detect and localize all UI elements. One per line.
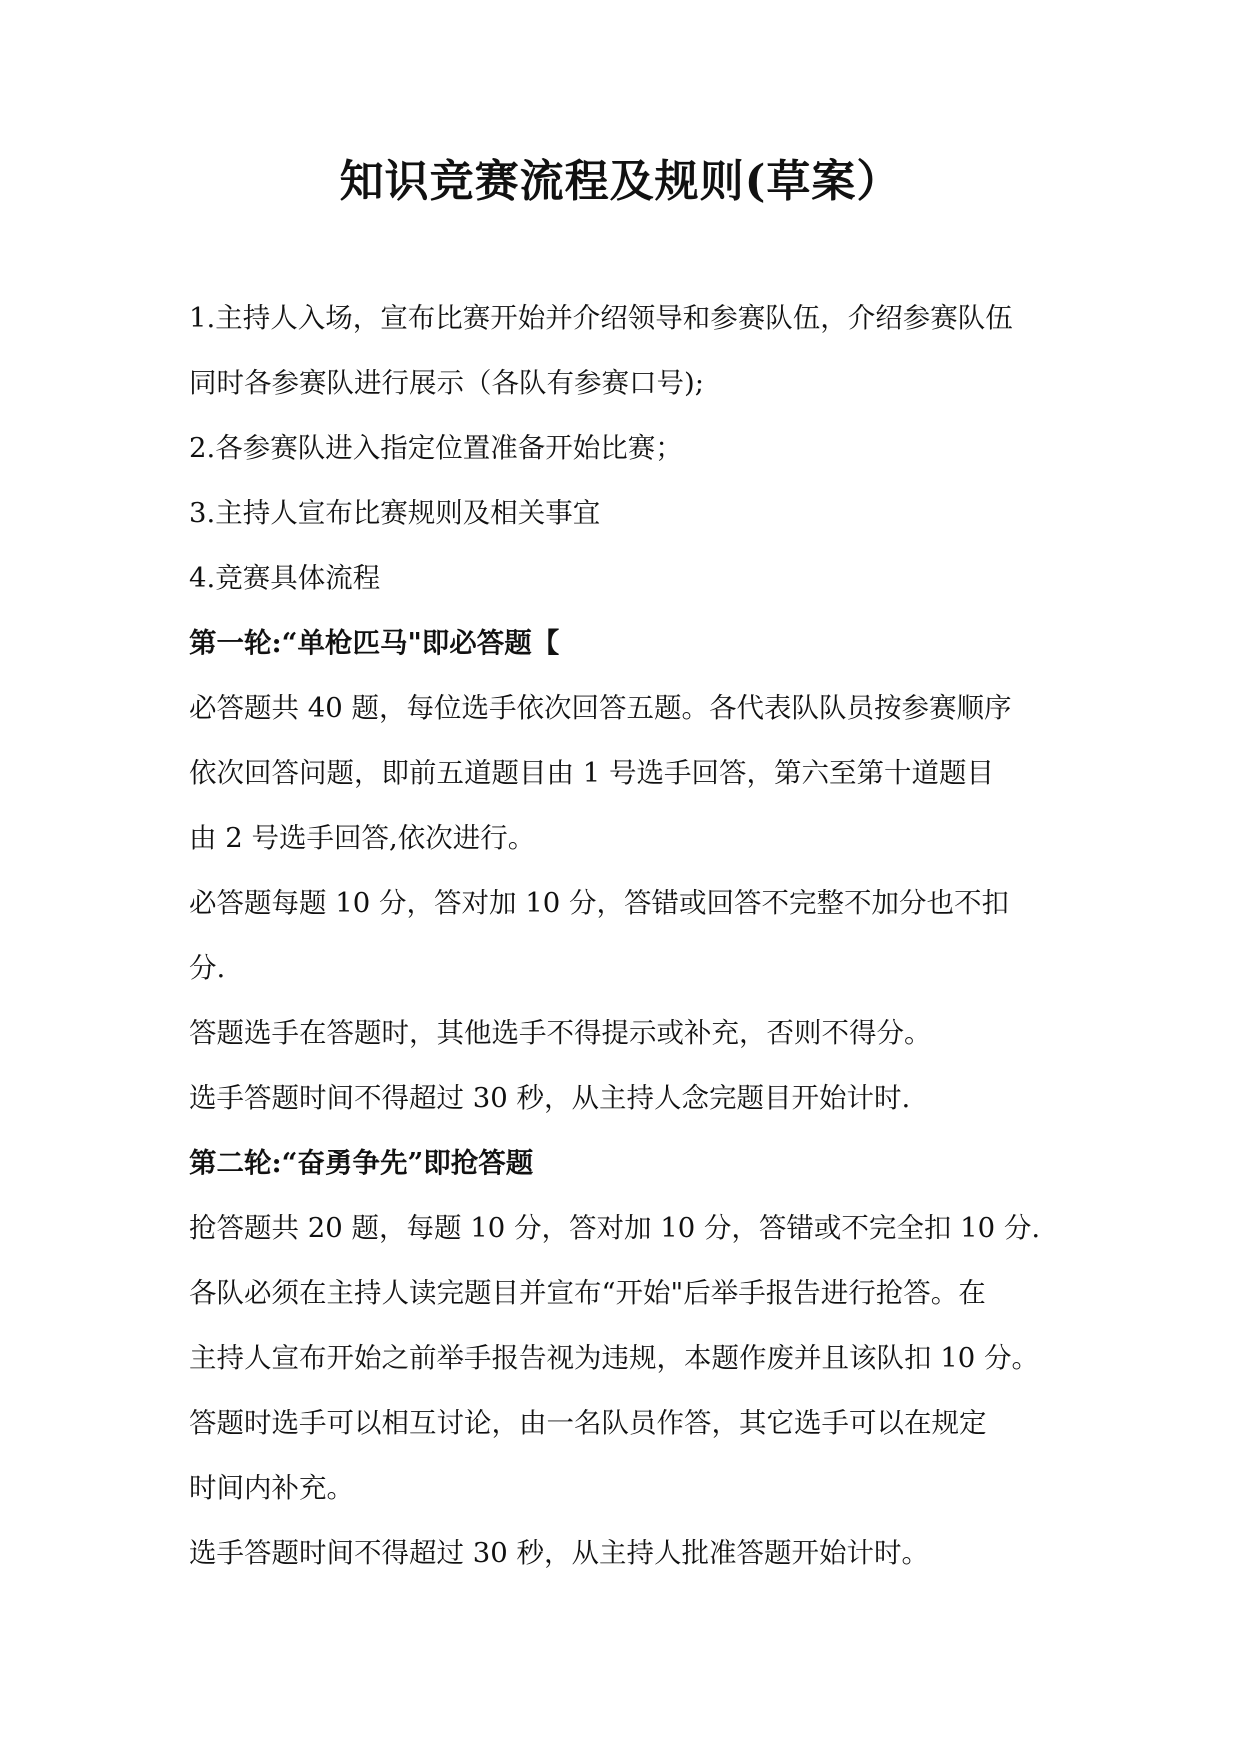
text-line: 由 2 号选手回答,依次进行。	[189, 822, 536, 854]
text-line: 3.主持人宣布比赛规则及相关事宜	[189, 497, 601, 529]
text-line: 1.主持人入场，宣布比赛开始并介绍领导和参赛队伍，介绍参赛队伍	[189, 302, 1013, 334]
text-line: 同时各参赛队进行展示（各队有参赛口号);	[189, 367, 704, 399]
text-line: 时间内补充。	[189, 1472, 354, 1504]
document-body	[189, 286, 1059, 1586]
text-line: 4.竞赛具体流程	[189, 562, 381, 594]
text-line: 必答题每题 10 分，答对加 10 分，答错或回答不完整不加分也不扣	[189, 887, 1009, 919]
text-line: 主持人宣布开始之前举手报告视为违规，本题作废并且该队扣 10 分。	[189, 1342, 1039, 1374]
text-line: 选手答题时间不得超过 30 秒，从主持人念完题目开始计时.	[189, 1082, 911, 1114]
text-line: 分.	[189, 952, 226, 984]
text-line: 依次回答问题，即前五道题目由 1 号选手回答，第六至第十道题目	[189, 757, 994, 789]
text-line: 2.各参赛队进入指定位置准备开始比赛；	[189, 432, 683, 464]
section-heading: 第一轮:“单枪匹马"即必答题【	[189, 627, 560, 659]
text-line: 抢答题共 20 题，每题 10 分，答对加 10 分，答错或不完全扣 10 分.	[189, 1212, 1041, 1244]
text-line: 选手答题时间不得超过 30 秒，从主持人批准答题开始计时。	[189, 1537, 929, 1569]
text-line: 答题选手在答题时，其他选手不得提示或补充，否则不得分。	[189, 1017, 932, 1049]
section-heading: 第二轮:“奋勇争先”即抢答题	[189, 1147, 534, 1179]
text-line: 各队必须在主持人读完题目并宣布“开始"后举手报告进行抢答。在	[189, 1277, 986, 1309]
text-line: 答题时选手可以相互讨论，由一名队员作答，其它选手可以在规定	[189, 1407, 987, 1439]
text-line: 必答题共 40 题，每位选手依次回答五题。各代表队队员按参赛顺序	[189, 692, 1012, 724]
document-title: 知识竞赛流程及规则(草案）	[339, 156, 902, 207]
